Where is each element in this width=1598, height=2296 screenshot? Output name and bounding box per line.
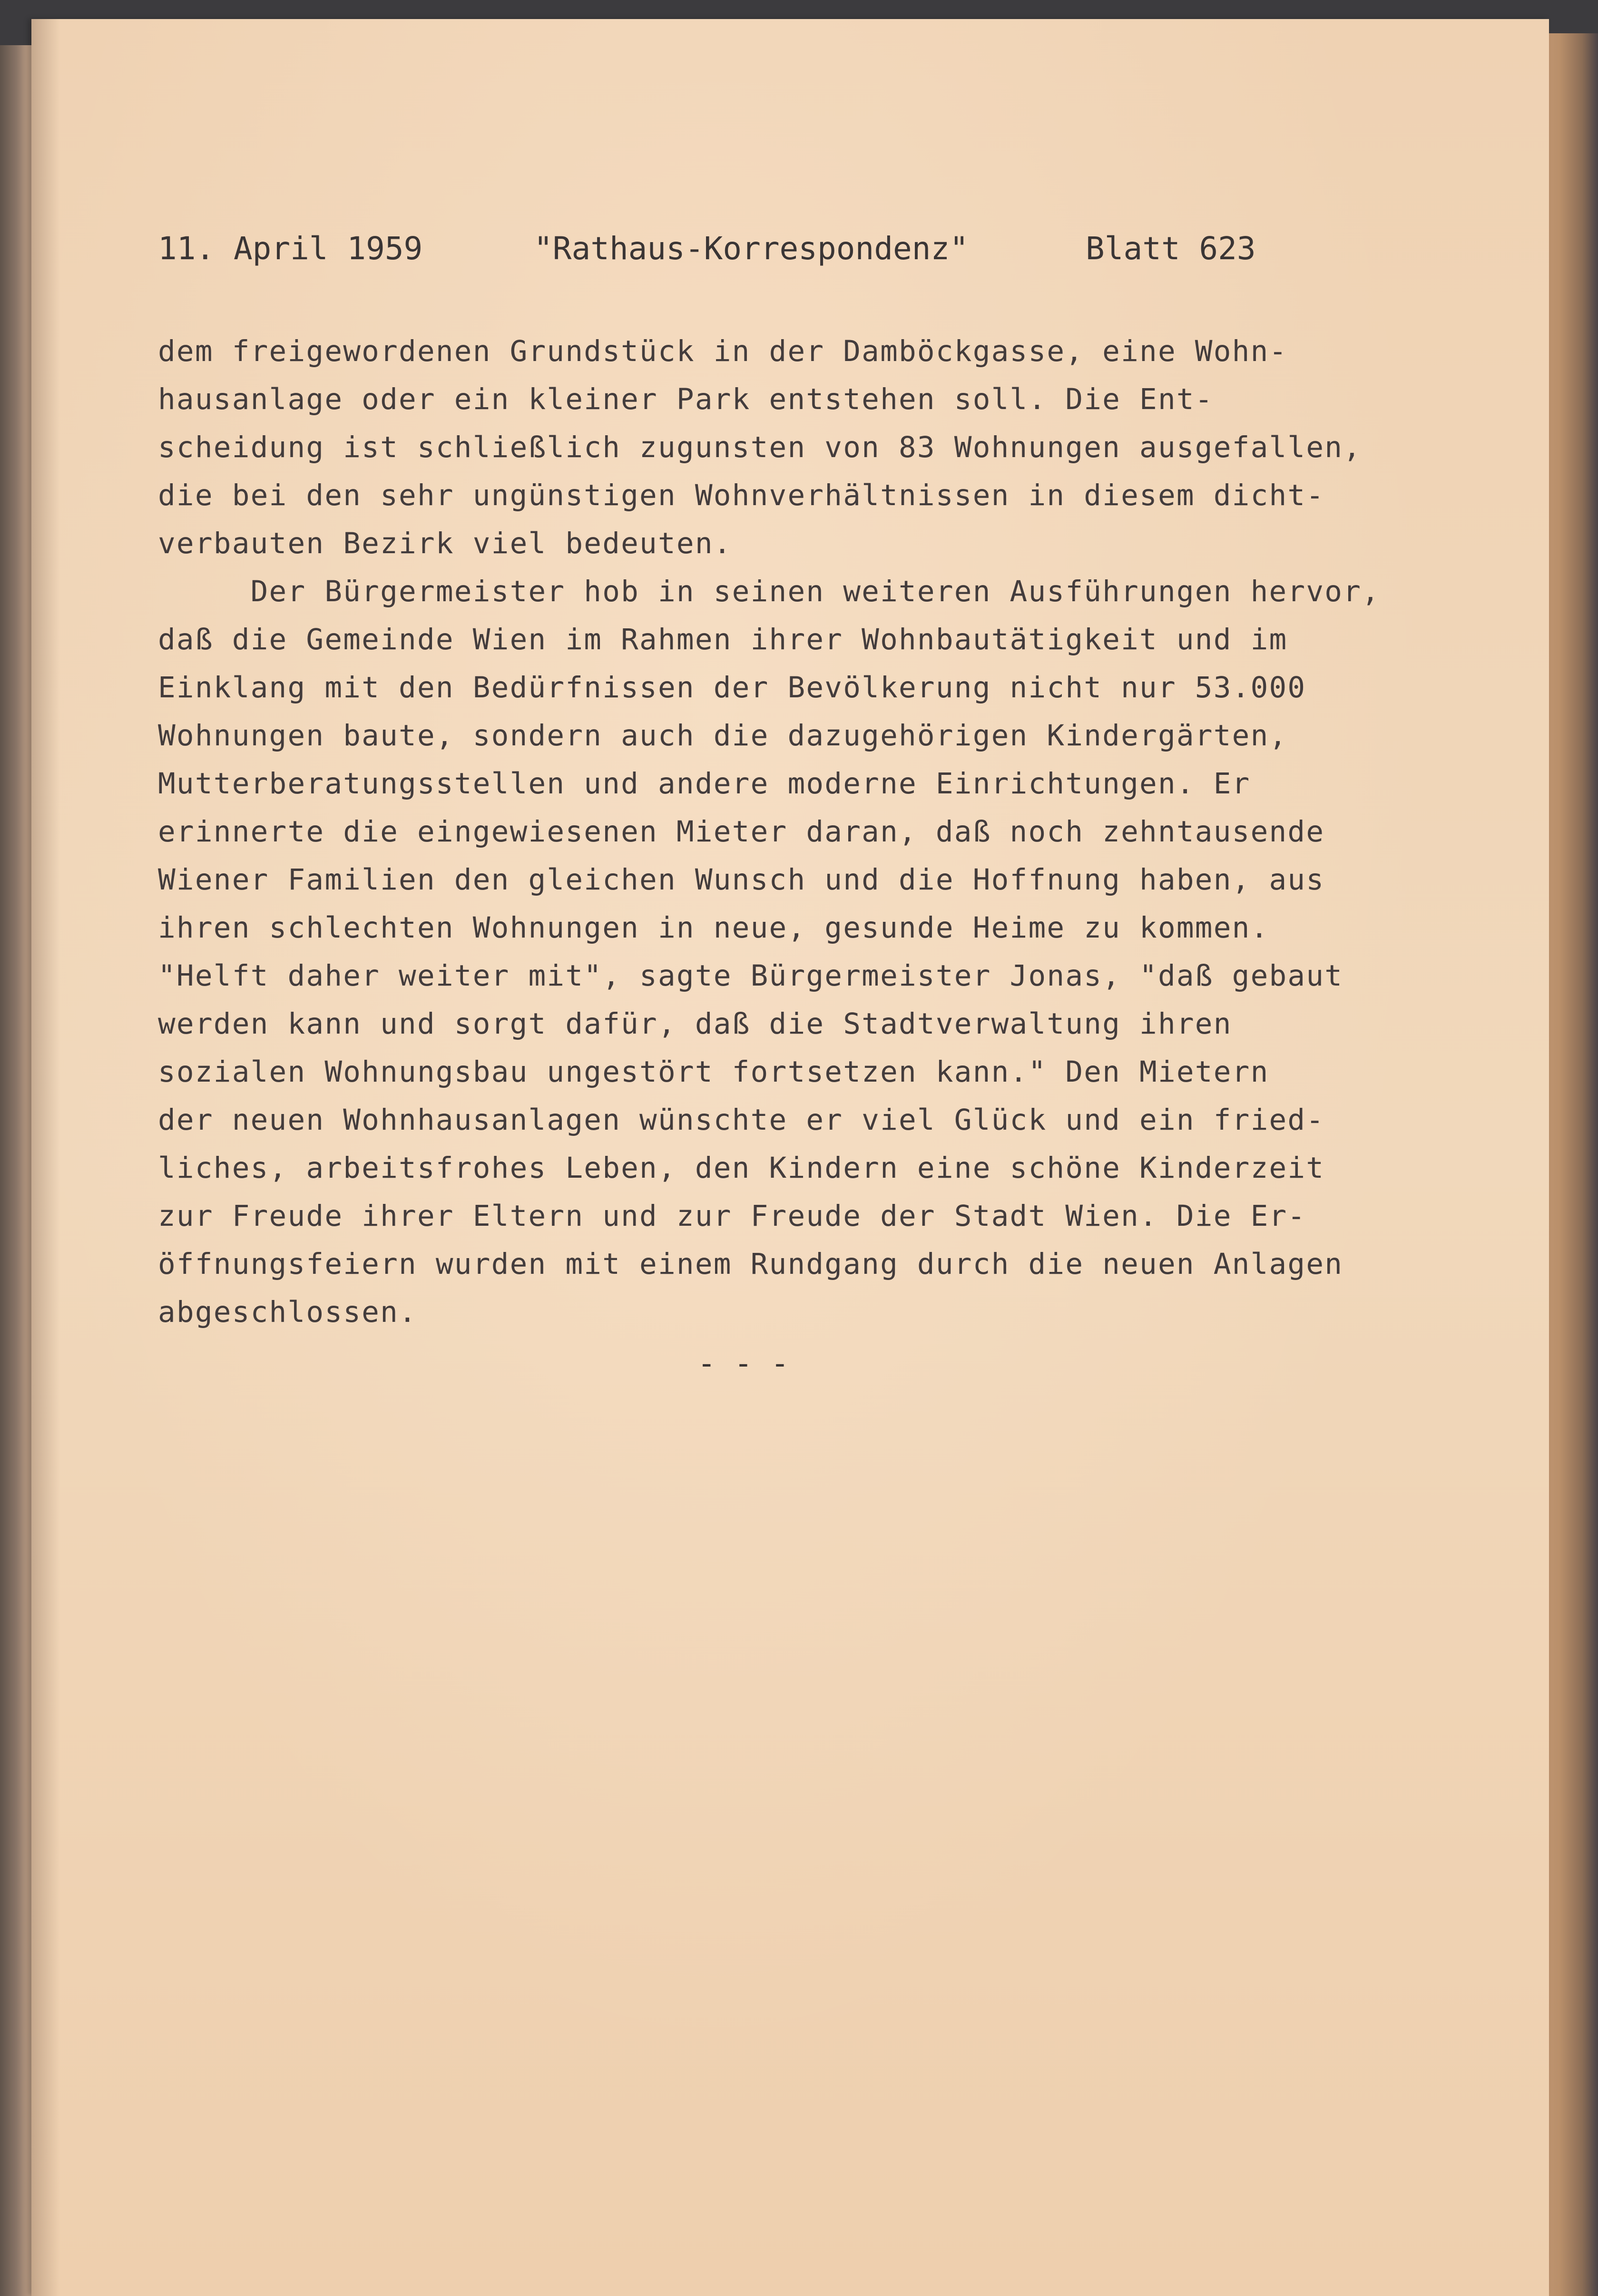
text-line: Der Bürgermeister hob in seinen weiteren Ausführungen hervor, [158,575,1381,608]
text-line: zur Freude ihrer Eltern und zur Freude der Stadt Wien. Die Er- [158,1199,1306,1233]
text-line: der neuen Wohnhausanlagen wünschte er viel Glück und ein fried- [158,1103,1325,1137]
text-line: liches, arbeitsfrohes Leben, den Kindern eine schöne Kinderzeit [158,1151,1325,1185]
text-line: Mutterberatungsstellen und andere moderne Einrichtungen. Er [158,767,1251,801]
text-line: ihren schlechten Wohnungen in neue, gesunde Heime zu kommen. [158,911,1269,945]
text-line: dem freigewordenen Grundstück in der Damböckgasse, eine Wohn- [158,334,1288,368]
text-line: hausanlage oder ein kleiner Park entstehen soll. Die Ent- [158,382,1214,416]
text-line: verbauten Bezirk viel bedeuten. [158,527,732,560]
page-header [158,230,1442,273]
text-line: erinnerte die eingewiesenen Mieter daran, daß noch zehntausende [158,815,1325,849]
text-line: Wohnungen baute, sondern auch die dazugehörigen Kindergärten, [158,719,1288,752]
header-sheet-number: Blatt 623 [1086,230,1256,267]
header-date: 11. April 1959 [158,230,423,267]
gutter-shadow [31,19,60,2296]
text-line: Einklang mit den Bedürfnissen der Bevölkerung nicht nur 53.000 [158,671,1306,704]
text-line: "Helft daher weiter mit", sagte Bürgermeister Jonas, "daß gebaut [158,959,1343,993]
text-line: sozialen Wohnungsbau ungestört fortsetzen kann." Den Mietern [158,1055,1269,1089]
text-line: die bei den sehr ungünstigen Wohnverhältnissen in diesem dicht- [158,479,1325,512]
text-line: scheidung ist schließlich zugunsten von 83 Wohnungen ausgefallen, [158,430,1362,464]
text-line: Wiener Familien den gleichen Wunsch und die Hoffnung haben, aus [158,863,1325,897]
text-line: daß die Gemeinde Wien im Rahmen ihrer Wohnbautätigkeit und im [158,623,1288,656]
body-text [158,327,1480,1336]
header-publication: "Rathaus-Korrespondenz" [534,230,969,267]
text-line: öffnungsfeiern wurden mit einem Rundgang durch die neuen Anlagen [158,1247,1343,1281]
document-page [31,19,1549,2296]
text-line: werden kann und sorgt dafür, daß die Stadtverwaltung ihren [158,1007,1232,1041]
end-of-article-mark: - - - [697,1346,789,1381]
text-line: abgeschlossen. [158,1295,417,1329]
